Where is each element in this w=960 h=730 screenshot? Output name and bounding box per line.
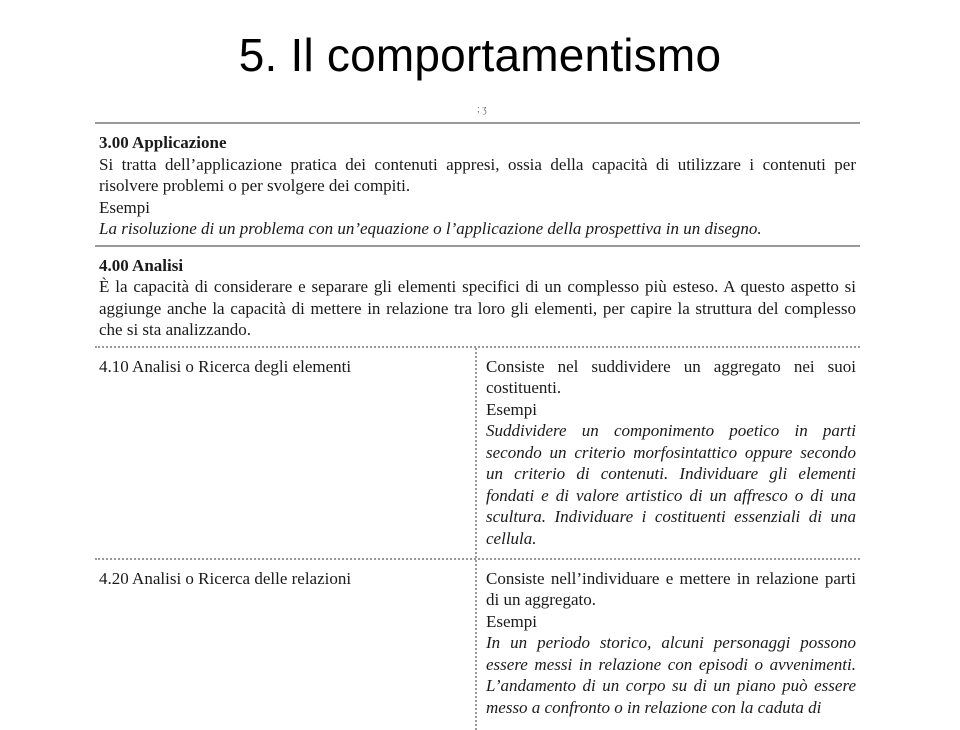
table-row [95,348,860,558]
taxonomy-table [95,122,860,730]
application-example-label: Esempi [99,197,150,217]
row-label: 4.10 Analisi o Ricerca degli elementi [99,356,352,376]
page-mark: ; ʒ [477,104,487,115]
row-description: Consiste nel suddividere un aggregato nei suoi costituenti. [486,356,856,397]
analysis-section [95,247,860,346]
slide-title: 5. Il comportamentismo [238,29,722,81]
analysis-text: È la capacità di considerare e separare gli elementi specifici di un complesso più esteso. A questo aspetto si aggiunge anche la capacità di mettere in relazione tra loro gli elementi, per capire la struttura del complesso che si sta analizzando. [99,277,856,339]
row-content [475,560,860,730]
row-example-label: Esempi [486,611,537,631]
row-description: Consiste nell’individuare e mettere in relazione parti di un aggregato. [486,568,856,609]
row-content [475,348,860,558]
analysis-heading: 4.00 Analisi [99,255,184,275]
row-example-label: Esempi [486,399,537,419]
table-row [95,560,860,730]
application-section [95,124,860,245]
application-heading: 3.00 Applicazione [99,133,227,152]
application-example: La risoluzione di un problema con un’equazione o l’applicazione della prospettiva in un disegno. [99,219,762,238]
application-text: Si tratta dell’applicazione pratica dei contenuti appresi, ossia della capacità di utilizzare i contenuti per risolvere problemi o per svolgere dei compiti. [99,154,856,195]
row-example: In un periodo storico, alcuni personaggi possono essere messi in relazione con episodi o avvenimenti. L’andamento di un corpo su di un piano può essere messo a confronto o in relazione con la caduta di [486,633,856,717]
row-label: 4.20 Analisi o Ricerca delle relazioni [99,568,352,588]
row-example: Suddividere un componimento poetico in parti secondo un criterio morfosintattico oppure secondo un criterio di contenuti. Individuare gli elementi fondati e di valore artistico di un affresco o di una scultura. Individuare i costituenti essenziali di una cellula. [486,421,856,548]
